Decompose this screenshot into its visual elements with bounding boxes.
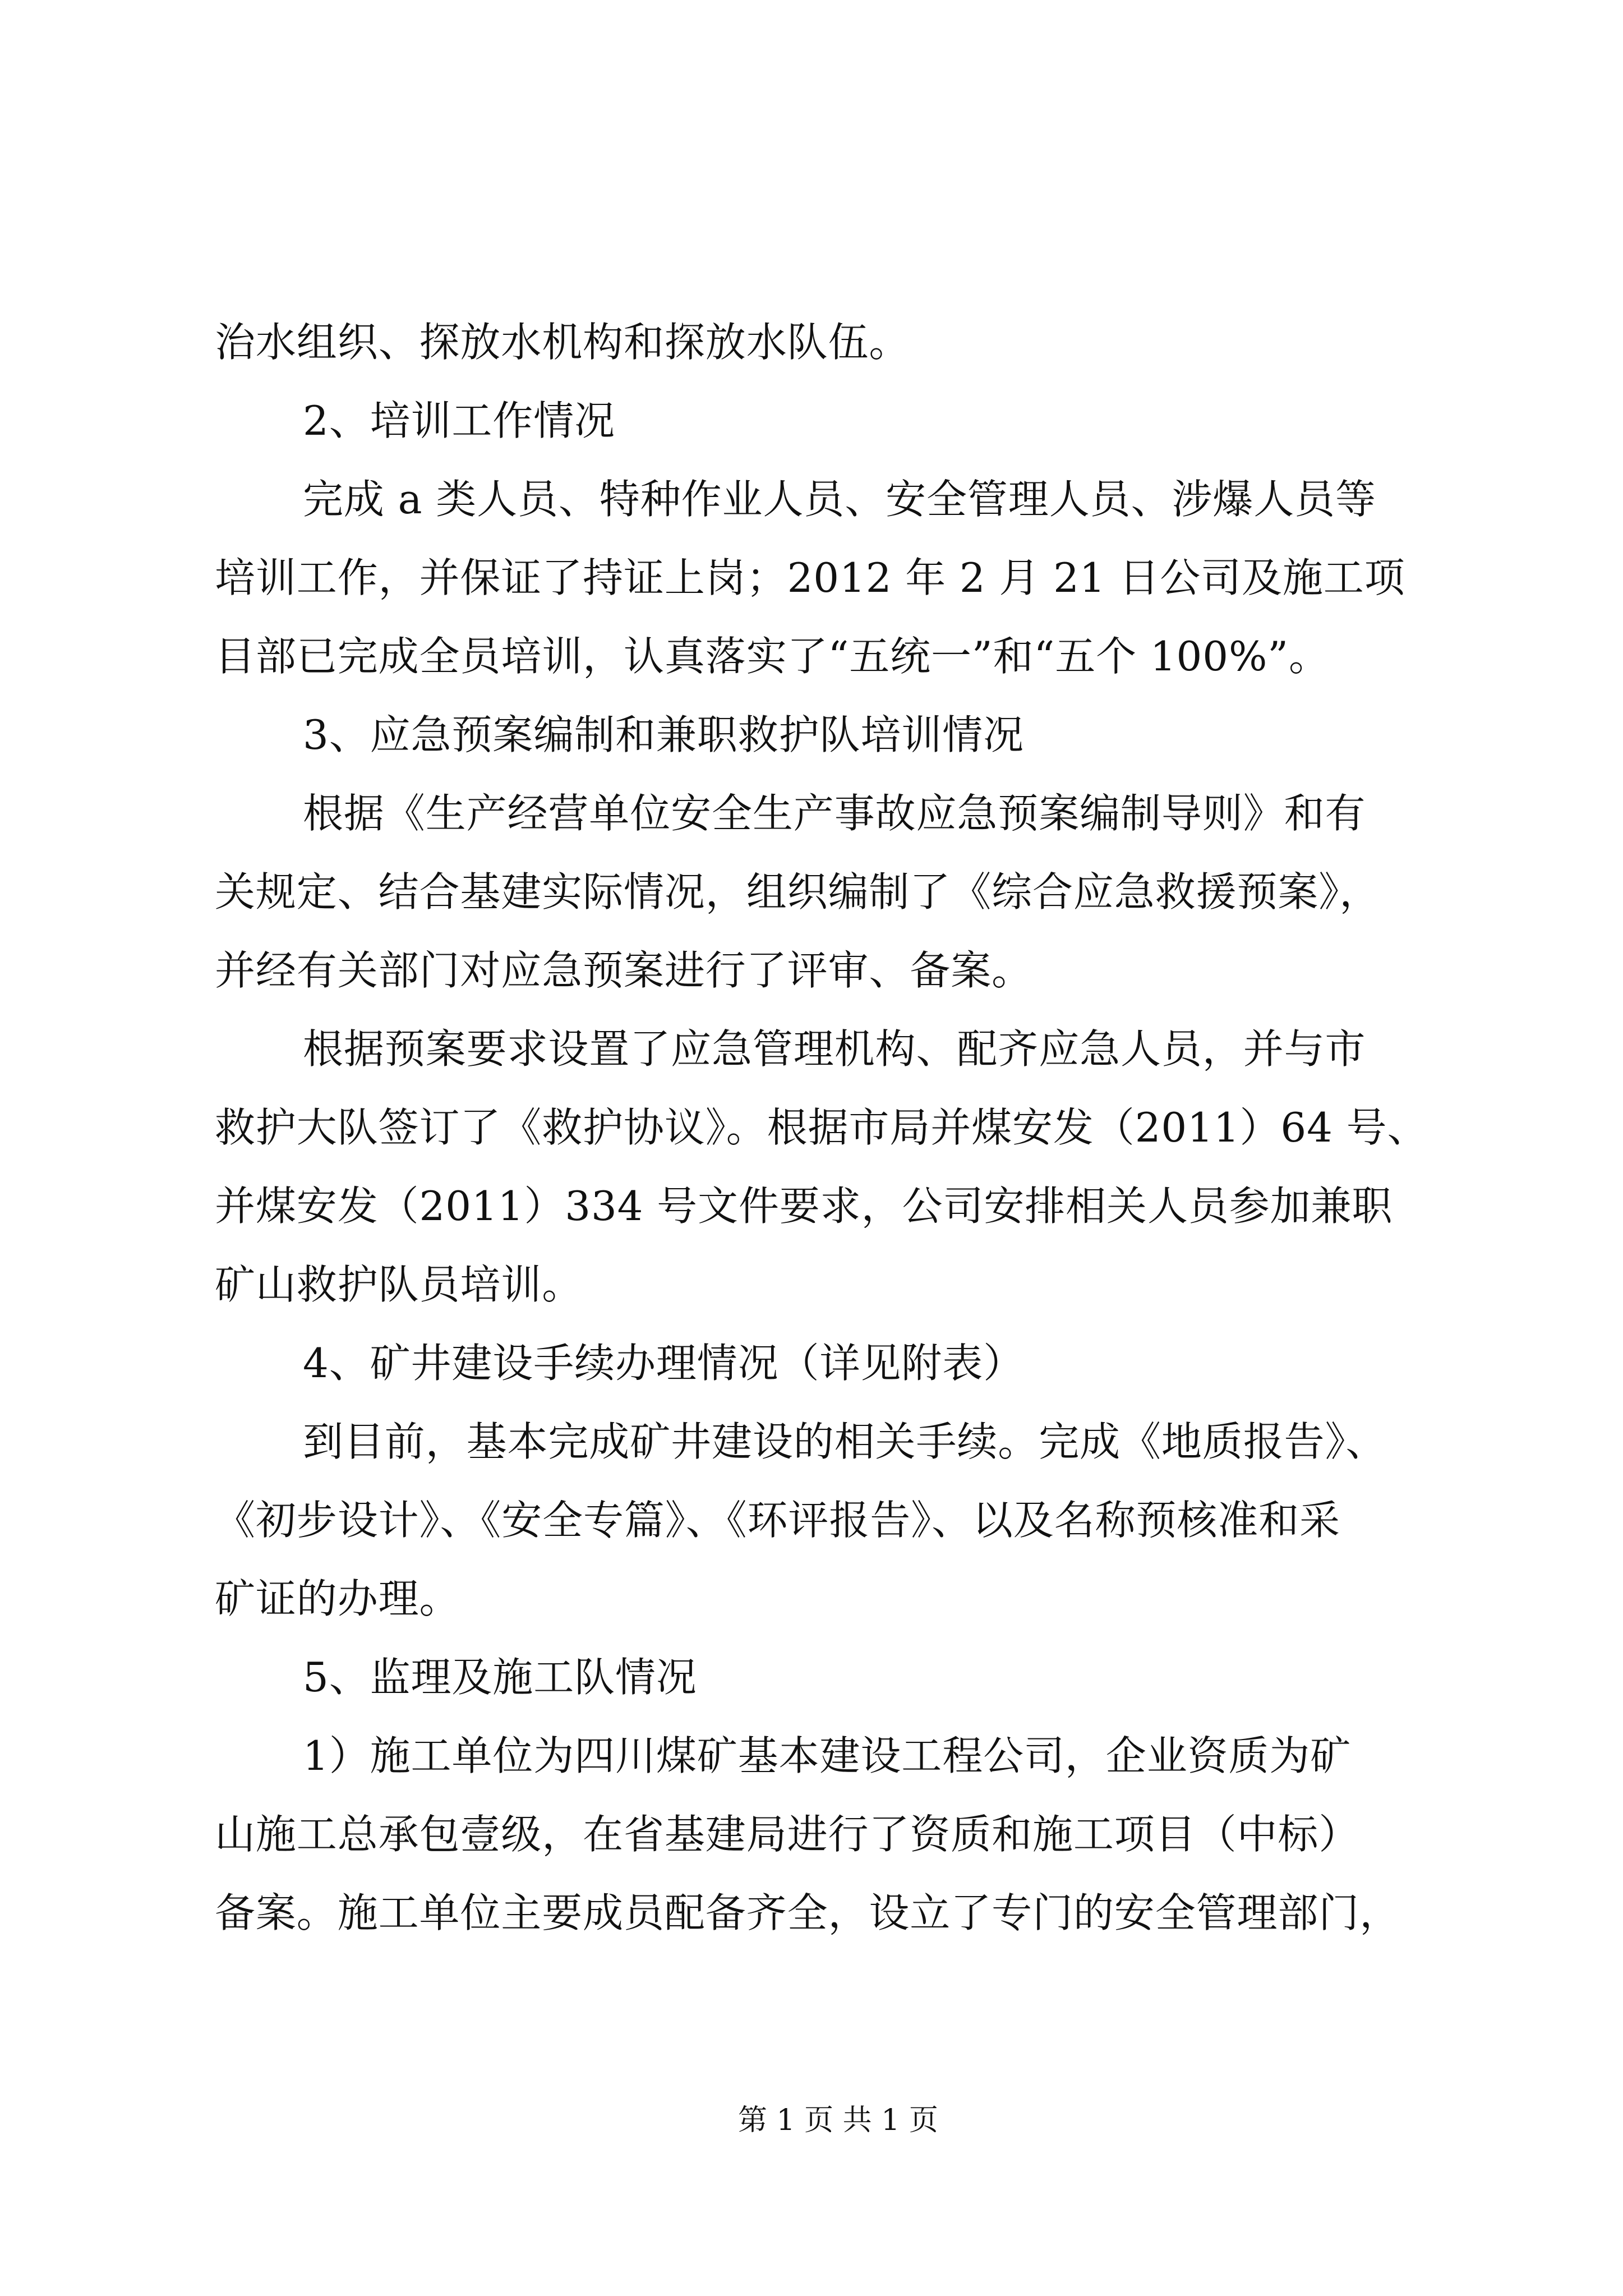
text-line-17: 矿证的办理。 (215, 1575, 460, 1622)
text-line-8: 关规定、结合基建实际情况，组织编制了《综合应急救援预案》， (215, 868, 1381, 915)
text-line-20: 山施工总承包壹级，在省基建局进行了资质和施工项目（中标） (215, 1811, 1360, 1858)
text-line-21: 备案。施工单位主要成员配备齐全，设立了专门的安全管理部门， (215, 1889, 1401, 1936)
text-line-19: 1）施工单位为四川煤矿基本建设工程公司，企业资质为矿 (303, 1732, 1352, 1779)
text-line-5: 目部已完成全员培训，认真落实了“五统一”和“五个 100%”。 (215, 633, 1330, 680)
text-line-15: 到目前，基本完成矿井建设的相关手续。完成《地质报告》、 (303, 1418, 1387, 1465)
text-line-6: 3、应急预案编制和兼职救护队培训情况 (303, 711, 1025, 758)
text-line-16: 《初步设计》、《安全专篇》、《环评报告》、以及名称预核准和采 (215, 1497, 1341, 1544)
text-line-7: 根据《生产经营单位安全生产事故应急预案编制导则》和有 (303, 790, 1366, 837)
text-line-3: 完成 a 类人员、特种作业人员、安全管理人员、涉爆人员等 (303, 476, 1376, 523)
page-footer: 第 1 页 共 1 页 (738, 2104, 938, 2137)
text-line-14: 4、矿井建设手续办理情况（详见附表） (303, 1340, 1025, 1387)
text-line-2: 2、培训工作情况 (303, 397, 616, 444)
text-line-1: 治水组织、探放水机构和探放水队伍。 (215, 319, 910, 366)
text-line-4: 培训工作，并保证了持证上岗；2012 年 2 月 21 日公司及施工项 (215, 554, 1405, 601)
text-line-11: 救护大队签订了《救护协议》。根据市局并煤安发（2011）64 号、 (215, 1104, 1428, 1151)
text-line-18: 5、监理及施工队情况 (303, 1654, 697, 1701)
text-line-9: 并经有关部门对应急预案进行了评审、备案。 (215, 947, 1033, 994)
text-line-12: 并煤安发（2011）334 号文件要求，公司安排相关人员参加兼职 (215, 1182, 1393, 1230)
text-line-13: 矿山救护队员培训。 (215, 1261, 583, 1308)
text-line-10: 根据预案要求设置了应急管理机构、配齐应急人员，并与市 (303, 1025, 1366, 1073)
